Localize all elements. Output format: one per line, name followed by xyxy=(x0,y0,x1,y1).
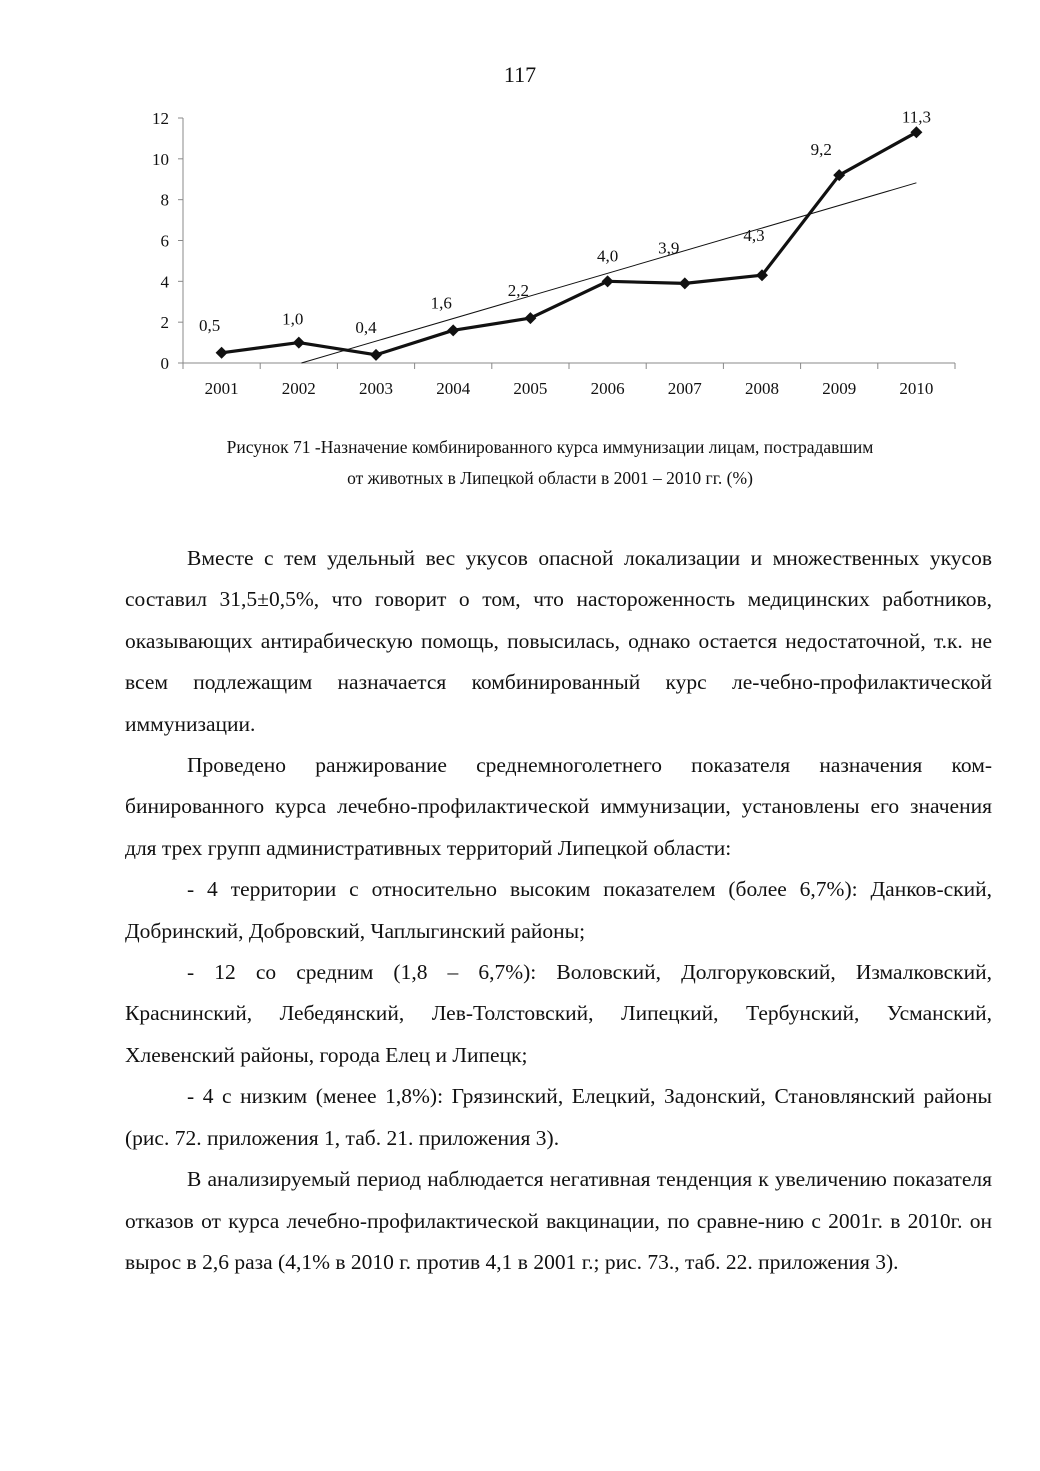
paragraph: Проведено ранжирование среднемноголетнего показателя назначения ком-бинированного курса лечебно-профилактической иммунизации, установлены его значения для трех групп административных территорий Липецкой области: xyxy=(125,753,992,860)
x-tick-label: 2004 xyxy=(436,379,471,398)
body-text xyxy=(125,538,992,1283)
caption-line-2: от животных в Липецкой области в 2001 – 2010 гг. (%) xyxy=(347,468,753,488)
data-label: 11,3 xyxy=(901,107,931,127)
trendline xyxy=(301,183,916,363)
x-tick-label: 2007 xyxy=(667,379,702,398)
data-label: 2,2 xyxy=(507,281,530,301)
x-tick-labels xyxy=(205,379,934,398)
data-label: 4,3 xyxy=(743,226,765,246)
data-label: 1,0 xyxy=(282,309,304,329)
data-point-marker xyxy=(293,337,305,349)
y-tick-label: 4 xyxy=(160,272,169,292)
data-label: 4,0 xyxy=(596,246,619,266)
data-point-marker xyxy=(524,312,536,324)
data-point-marker xyxy=(370,349,382,361)
y-tick-label: 8 xyxy=(160,190,169,210)
y-tick-labels xyxy=(152,109,170,373)
paragraph: - 4 территории с относительно высоким показателем (более 6,7%): Данков-ский, Добринский, Добровский, Чаплыгинский районы; xyxy=(125,877,992,943)
data-label: 0,4 xyxy=(355,317,377,337)
x-tick-label: 2009 xyxy=(822,379,857,398)
y-tick-label: 6 xyxy=(160,231,169,251)
trendline-segment xyxy=(301,183,916,363)
paragraph: - 12 со средним (1,8 – 6,7%): Воловский, Долгоруковский, Измалковский, Краснинский, Лебедянский, Лев-Толстовский, Липецкий, Тербунский, Усманский, Хлевенский районы, города Елец и Липецк; xyxy=(125,960,992,1067)
x-tick-label: 2005 xyxy=(513,379,548,398)
series-polyline xyxy=(222,132,917,355)
x-tick-label: 2010 xyxy=(899,379,934,398)
x-tick-label: 2006 xyxy=(590,379,625,398)
y-tick-label: 0 xyxy=(160,354,169,373)
data-label: 3,9 xyxy=(658,238,680,258)
caption-line-1: Рисунок 71 -Назначение комбинированного курса иммунизации лицам, пострадавшим xyxy=(226,437,874,457)
series-line xyxy=(222,132,917,355)
x-tick-label: 2003 xyxy=(359,379,393,398)
paragraph: В анализируемый период наблюдается негативная тенденция к увеличению показателя отказов от курса лечебно-профилактической вакцинации, по сравне-нию с 2001г. в 2010г. он вырос в 2,6 раза (4,1% в 2010 г. против 4,1 в 2001 г.; рис. 73., таб. 22. приложения 3). xyxy=(125,1167,992,1274)
data-label: 0,5 xyxy=(198,315,221,335)
page-number: 117 xyxy=(503,62,537,87)
paragraph: - 4 с низким (менее 1,8%): Грязинский, Елецкий, Задонский, Становлянский районы (рис. 72. приложения 1, таб. 21. приложения 3). xyxy=(125,1084,992,1150)
line-chart xyxy=(120,100,970,410)
data-point-marker xyxy=(216,347,228,359)
x-tick-label: 2002 xyxy=(281,379,316,398)
y-tick-label: 2 xyxy=(160,313,169,333)
data-label: 1,6 xyxy=(430,293,452,313)
paragraph: Вместе с тем удельный вес укусов опасной локализации и множественных укусов составил 31,5±0,5%, что говорит о том, что настороженность медицинских работников, оказывающих антирабическую помощь, повысилась, однако остается недостаточной, т.к. не всем подлежащим назначается комбинированный курс ле-чебно-профилактической иммунизации. xyxy=(125,546,992,736)
data-points xyxy=(216,126,923,361)
data-point-marker xyxy=(679,277,691,289)
y-tick-label: 10 xyxy=(152,149,169,169)
data-point-marker xyxy=(447,324,459,336)
figure-caption xyxy=(120,432,980,494)
x-tick-label: 2001 xyxy=(204,379,239,398)
y-tick-label: 12 xyxy=(152,109,169,128)
data-point-marker xyxy=(602,275,614,287)
x-tick-label: 2008 xyxy=(745,379,779,398)
data-point-marker xyxy=(910,126,922,138)
chart-axes xyxy=(178,118,955,369)
data-label: 9,2 xyxy=(810,140,832,160)
